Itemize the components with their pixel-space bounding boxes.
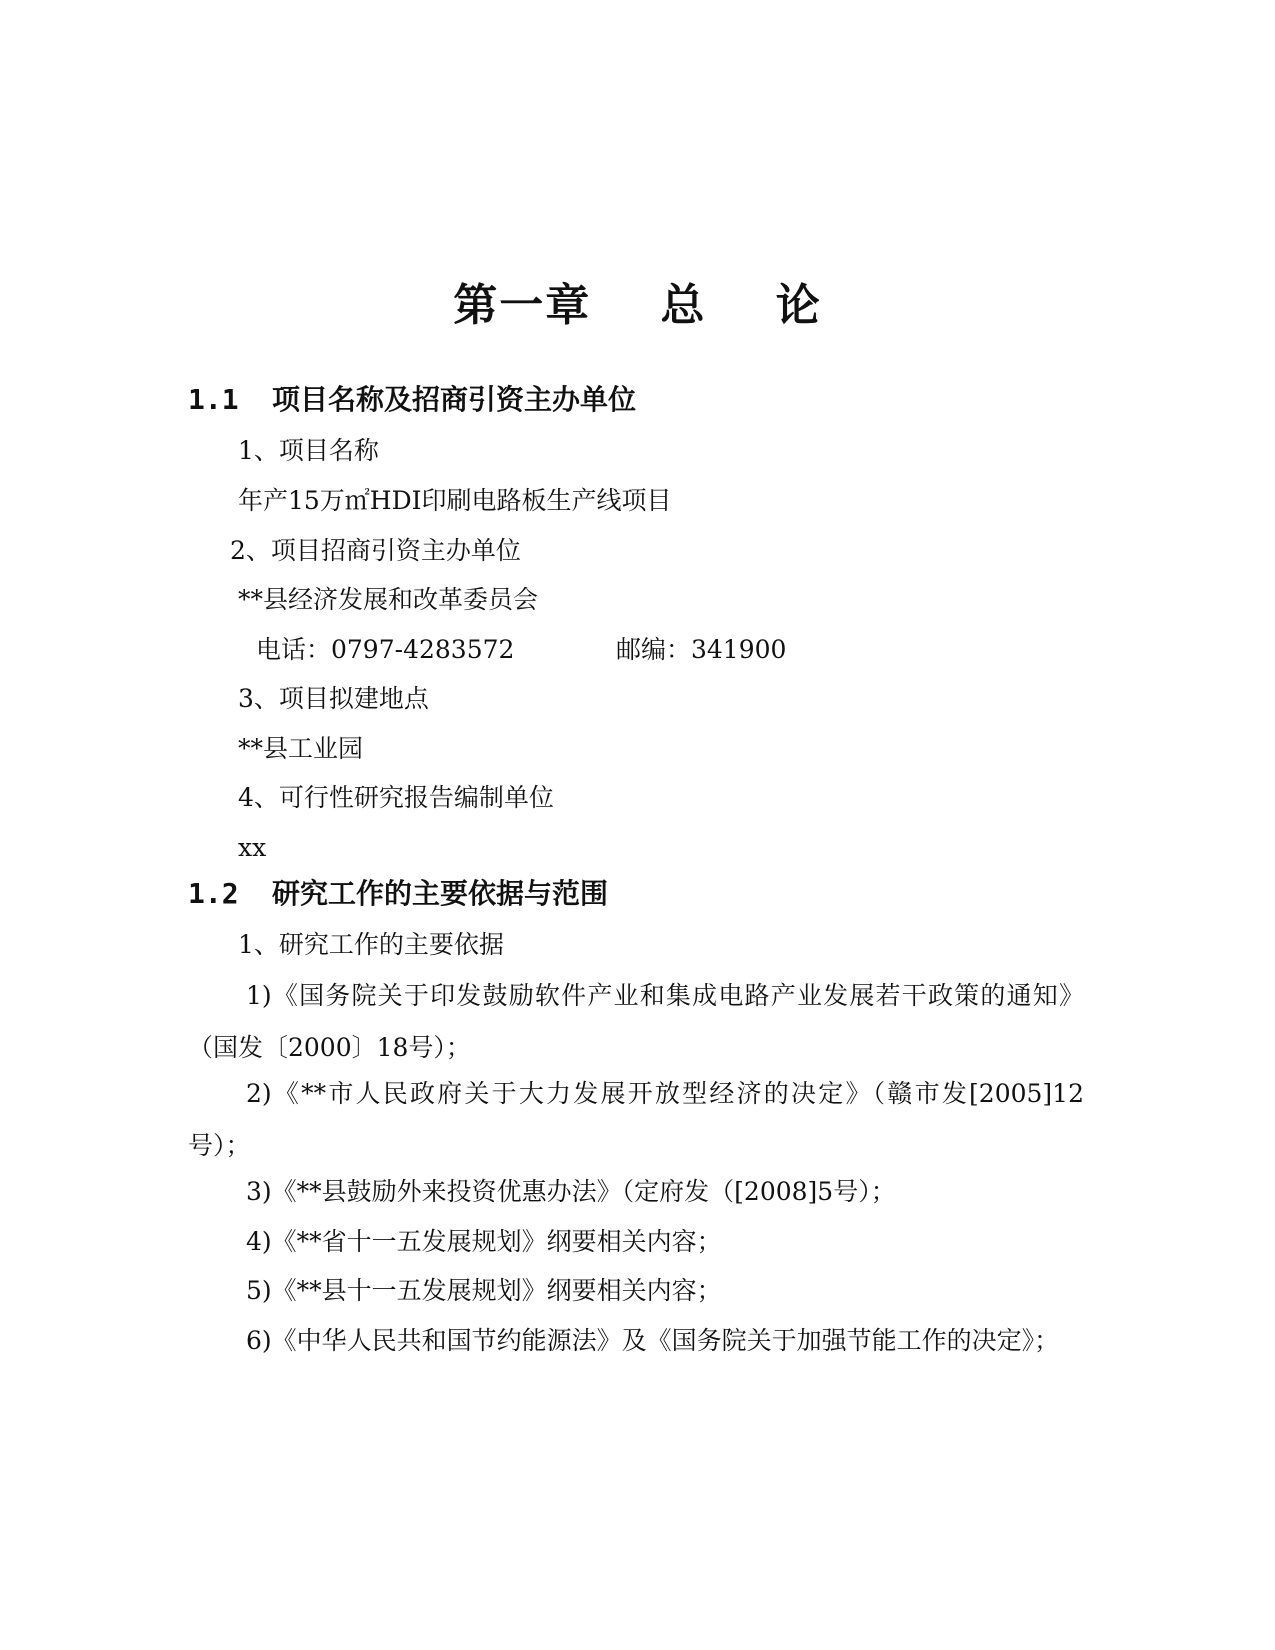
postal-code: 邮编：341900 (616, 635, 787, 664)
basis-item-5: 5)《**县十一五发展规划》纲要相关内容； (246, 1276, 722, 1305)
report-unit-label: 4、可行性研究报告编制单位 (238, 783, 554, 812)
phone-number: 电话：0797-4283572 (256, 635, 515, 664)
project-name-value: 年产15万㎡HDI印刷电路板生产线项目 (238, 486, 672, 515)
section-number: 1.2 (188, 877, 239, 910)
section-heading-1-1 (188, 380, 636, 420)
section-heading-1-2 (188, 874, 608, 914)
sponsor-label: 2、项目招商引资主办单位 (230, 536, 521, 565)
basis-item-1: 1)《国务院关于印发鼓励软件产业和集成电路产业发展若干政策的通知》（国发〔2000〕18号）； (188, 981, 1084, 1062)
project-name-label: 1、项目名称 (238, 436, 379, 465)
sponsor-value: **县经济发展和改革委员会 (238, 585, 539, 614)
basis-item-3: 3)《**县鼓励外来投资优惠办法》（定府发（[2008]5号）； (246, 1177, 896, 1206)
chapter-title: 第一章 总 论 (453, 280, 822, 331)
section-title: 研究工作的主要依据与范围 (272, 877, 609, 910)
section-number: 1.1 (188, 383, 239, 416)
contact-line (256, 632, 787, 668)
basis-item-6: 6)《中华人民共和国节约能源法》及《国务院关于加强节能工作的决定》； (246, 1326, 1060, 1355)
basis-label: 1、研究工作的主要依据 (238, 930, 504, 959)
location-value: **县工业园 (238, 734, 364, 763)
section-title: 项目名称及招商引资主办单位 (272, 383, 637, 416)
location-label: 3、项目拟建地点 (238, 684, 429, 713)
basis-item-2: 2)《**市人民政府关于大力发展开放型经济的决定》（赣市发[2005]12号）； (188, 1079, 1084, 1160)
report-unit-value: xx (238, 833, 267, 862)
basis-item-4: 4)《**省十一五发展规划》纲要相关内容； (246, 1227, 722, 1256)
